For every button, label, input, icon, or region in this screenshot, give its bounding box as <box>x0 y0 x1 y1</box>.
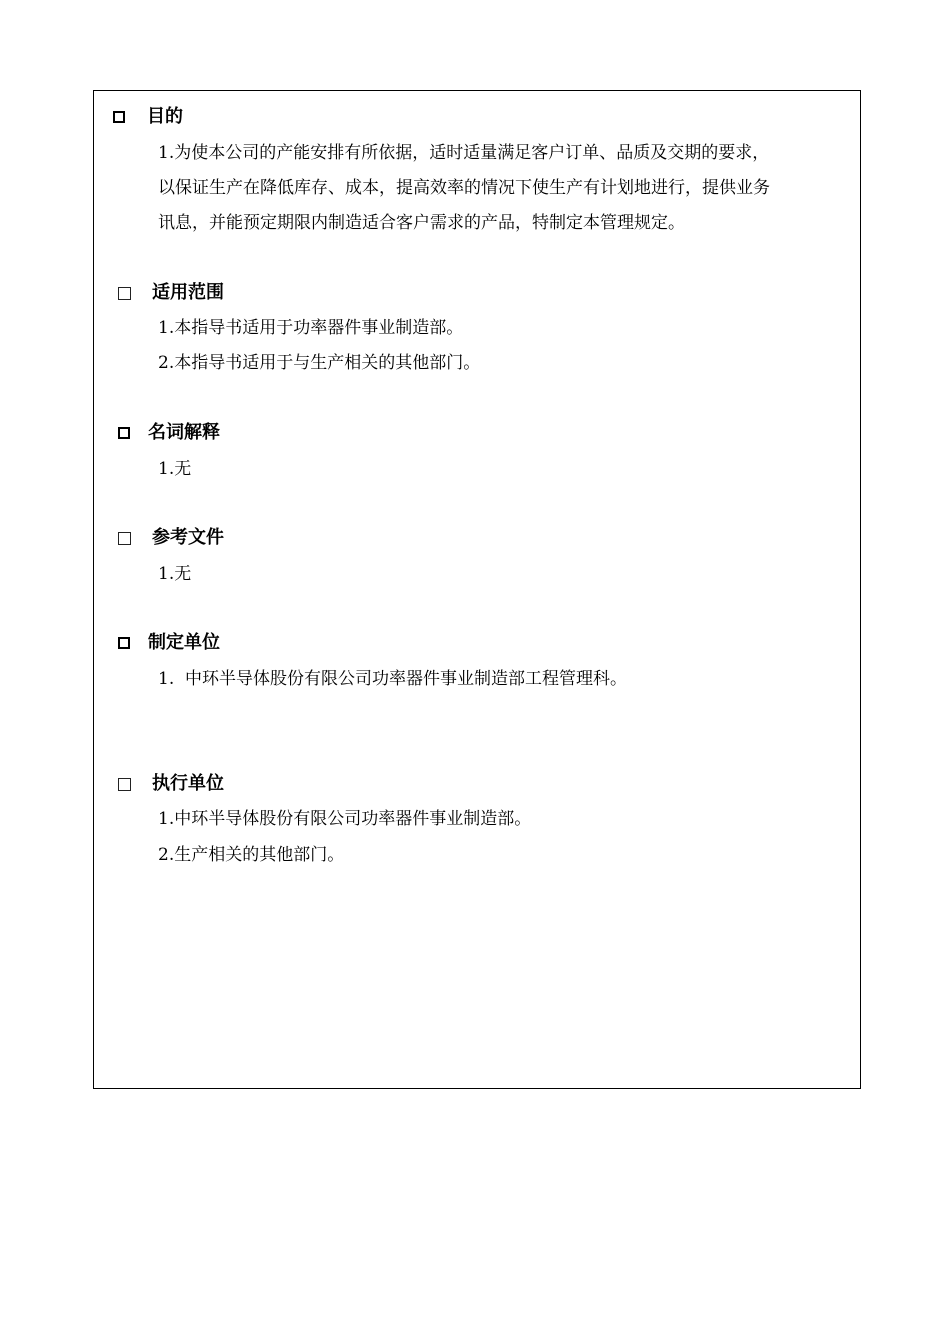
executing-unit-item-1: 1.中环半导体股份有限公司功率器件事业制造部。 <box>158 809 532 829</box>
section-heading-purpose <box>113 106 183 128</box>
checkbox-icon <box>113 111 125 123</box>
section-title: 名词解释 <box>148 422 220 443</box>
purpose-line-1: 1.为使本公司的产能安排有所依据，适时适量满足客户订单、品质及交期的要求， <box>158 143 770 163</box>
section-title: 制定单位 <box>148 632 220 653</box>
section-heading-definitions <box>118 422 220 444</box>
checkbox-icon <box>118 532 131 545</box>
section-title: 执行单位 <box>152 773 224 794</box>
document-frame <box>93 90 861 1089</box>
section-heading-executing-unit <box>118 773 224 795</box>
executing-unit-item-2: 2.生产相关的其他部门。 <box>158 845 345 865</box>
scope-item-2: 2.本指导书适用于与生产相关的其他部门。 <box>158 353 481 373</box>
section-title: 适用范围 <box>152 282 224 303</box>
purpose-line-3: 讯息，并能预定期限内制造适合客户需求的产品，特制定本管理规定。 <box>158 213 685 233</box>
author-unit-item-1: 1. 中环半导体股份有限公司功率器件事业制造部工程管理科。 <box>158 669 628 689</box>
section-title: 目的 <box>147 106 183 127</box>
section-heading-scope <box>118 282 224 304</box>
scope-item-1: 1.本指导书适用于功率器件事业制造部。 <box>158 318 464 338</box>
purpose-line-2: 以保证生产在降低库存、成本，提高效率的情况下使生产有计划地进行，提供业务 <box>158 178 770 198</box>
checkbox-icon <box>118 637 130 649</box>
definitions-item-1: 1.无 <box>158 459 192 479</box>
references-item-1: 1.无 <box>158 564 192 584</box>
section-heading-author-unit <box>118 632 220 654</box>
checkbox-icon <box>118 287 131 300</box>
section-heading-references <box>118 527 224 549</box>
section-title: 参考文件 <box>152 527 224 548</box>
checkbox-icon <box>118 427 130 439</box>
checkbox-icon <box>118 778 131 791</box>
